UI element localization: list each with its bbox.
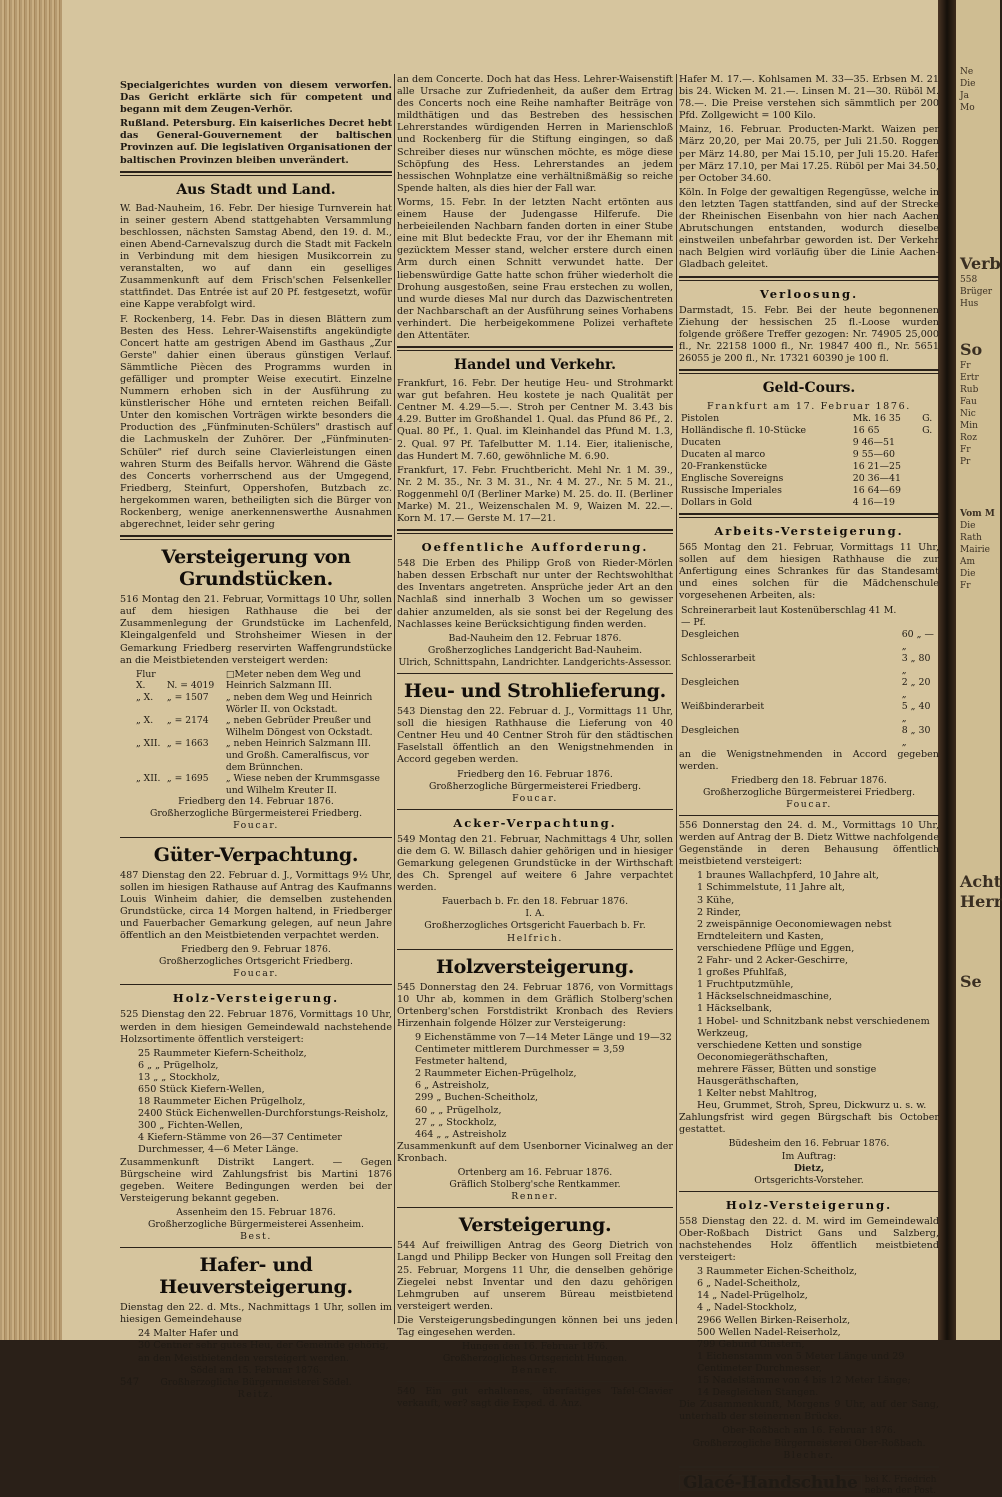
item: 27 „ „ Stockholz, <box>415 1116 497 1128</box>
column-rule <box>394 74 395 1324</box>
lottery-results: Darmstadt, 15. Febr. Bei der heute begonnenen Ziehung der hessischen 25 fl.-Loose wurden folgende größere Treffer gezogen: Nr. 74905 25,000 fl., Nr. 22158 1000 fl., Nr. 19847 400 fl., Nr. 5651 26055 je 200 fl., Nr. 17321 60390 je 100 fl. <box>679 304 939 364</box>
ad-lease <box>120 844 392 981</box>
table-row: 20-Frankenstücke 16 21—25 <box>681 461 901 473</box>
ad-text: Die Zusammenkunft, Morgens 9 Uhr, auf der Sang, unterhalb der steinernen Brücke. <box>679 1399 939 1423</box>
item: 6 „ Astreisholz, <box>415 1080 490 1092</box>
divider <box>397 1381 673 1382</box>
item: 15 Nadelstämme von 4 bis 12 Meter Länge; <box>697 1375 911 1387</box>
exchange-date: Frankfurt am 17. Februar 1876. <box>707 400 911 412</box>
item: 18 Raummeter Eichen Prügelholz, <box>138 1096 306 1108</box>
ad-hay-delivery <box>397 680 673 805</box>
ad-land-auction <box>120 546 392 832</box>
table-row: Holländische fl. 10-Stücke 16 65 G. <box>681 425 933 437</box>
divider <box>120 837 392 838</box>
russia-news: Rußland. Petersburg. Ein kaiserliches Decret hebt das General-Gouvernement der baltischen Provinzen auf. Die legislativen Organisationen der baltischen Provinzen bleiben unverändert. <box>120 118 392 166</box>
item: 2400 Stück Eichenwellen-Durchforstungs-Reisholz, <box>138 1108 389 1120</box>
table-row: Ducaten al marco 9 55—60 <box>681 449 895 461</box>
item: 500 Wellen Nadel-Reiserholz, <box>697 1326 841 1338</box>
item: 3 Raummeter Eichen-Scheitholz, <box>697 1266 858 1278</box>
ad-signature: Ulrich, Schnittspahn, Landrichter. Landgerichts-Assessor. <box>398 656 672 668</box>
divider <box>679 513 939 518</box>
ad-text: bei K. Friedrich neben der Post. <box>864 1474 937 1496</box>
divider <box>397 529 673 534</box>
work-list <box>679 605 939 749</box>
item: 2 zweispännige Oeconomiewagen nebst Erndteleitern und Kasten, <box>697 918 892 942</box>
item: 13 „ „ Stockholz, <box>138 1071 220 1083</box>
divider <box>679 276 939 281</box>
section-title-trade: Handel und Verkehr. <box>454 357 616 374</box>
ad-authority: Großherzogliche Bürgermeisterei Ober-Roßbach. <box>692 1437 926 1449</box>
table-row: Desgleichen 60 „ — „ <box>681 628 934 652</box>
ad-signature: Foucar. <box>786 798 832 810</box>
ad-title: Oeffentliche Aufforderung. <box>421 540 649 555</box>
ad-work-auction <box>679 524 939 811</box>
ad-title: Heu- und Strohlieferung. <box>403 680 666 703</box>
ad-date: Ober-Roßbach am 16. Februar 1876. <box>722 1425 896 1437</box>
lot-list <box>120 669 392 797</box>
ad-date: Fauerbach b. Fr. den 18. Februar 1876. <box>441 896 629 908</box>
item: 1 Hobel- und Schnitzbank nebst verschiedenem Werkzeug, <box>697 1015 930 1039</box>
item: 1 Kelter nebst Mahltrog, <box>697 1088 818 1100</box>
ad-text: an die Wenigstnehmenden in Accord gegeben werden. <box>679 748 939 772</box>
ad-authority: Großherzogliches Ortsgericht Friedberg. <box>159 956 353 968</box>
item: 6 „ Nadel-Scheitholz, <box>697 1278 801 1290</box>
divider <box>120 984 392 985</box>
ad-title: Glacé-Handschuhe <box>679 1475 862 1491</box>
item: 6 „ „ Prügelholz, <box>138 1059 219 1071</box>
table-row: Schlosserarbeit 3 „ 80 „ <box>681 652 931 676</box>
ad-gloves <box>679 1475 939 1497</box>
ad-date: Friedberg den 14. Februar 1876. <box>178 796 334 808</box>
news-rockenberg: F. Rockenberg, 14. Febr. Das in diesen Blättern zum Besten des Hess. Lehrer-Waisenstifts angekündigte Concert hatte am gestrigen Abend im Gasthaus „Zur Gerste" dahier einen überaus günstigen Verlauf. Sämmtliche Piècen des Programms wurden in gefälliger und prompter Weise executirt. Einzelne Nummern erhoben sich in der Ausführung zu künstlerischer Höhe und ernteten reichen Beifall. Unter den komischen Vorträgen wirkte besonders die Production des „Fünfminuten-Schülers" drastisch auf die Lachmuskeln der Zuhörer. Der „Fünfminuten-Schüler" rief durch seine Clavierleistungen einen wahren Sturm des Beifalls hervor. Während die Gäste des Concerts vorherrschend aus der Umgegend, Friedberg, Steinfurt, Oppershofen, Butzbach zc. hergekommen waren, betheiligten sich die Bürger von Rockenberg, wenige anerkennenswerthe Ausnahmen abgerechnet, leider sehr gering <box>120 313 392 531</box>
ad-title: Versteigerung von Grundstücken. <box>161 546 351 591</box>
column-rule <box>676 74 677 1324</box>
item: Heu, Grummet, Stroh, Spreu, Dickwurz u. s. w. <box>697 1100 927 1112</box>
ad-authority: Gräflich Stolberg'sche Rentkammer. <box>449 1179 621 1191</box>
ad-text: Dienstag den 22. d. Mts., Nachmittags 1 Uhr, sollen im hiesigen Gemeindehause <box>120 1302 392 1326</box>
market-report-2: Frankfurt, 17. Febr. Fruchtbericht. Mehl Nr. 1 M. 39., Nr. 2 M. 35., Nr. 3 M. 31., Nr. 4 M. 27., Nr. 5 M. 21., Roggenmehl 0/I (Berliner Marke) M. 25. do. II. (Berliner Marke) M. 21., Weizenschalen M. 9, Waizen M. 22.—. Korn M. 17.— Gerste M. 17—21. <box>397 464 673 525</box>
ad-text: Zusammenkunft auf dem Usenborner Vicinalweg an der Kronbach. <box>397 1140 673 1164</box>
item: 1 Eichenstamm von 5 Meter Länge und 29 Centimeter Durchmesser, <box>697 1350 905 1374</box>
ad-authority: Großherzogliche Bürgermeisterei Friedberg. <box>428 780 642 792</box>
ad-text: 516 Montag den 21. Februar, Vormittags 10 Uhr, sollen auf dem hiesigen Rathhause die bei der Zusammenlegung der Grundstücke im Lachenfeld, Kleingalgenfeld und Strohsheimer Wiesen in der Gemarkung Friedberg reservirten Waffengrundstücke an die Meistbietenden versteigert werden: <box>120 594 392 666</box>
divider <box>679 815 939 816</box>
ad-text: 487 Dienstag den 22. Februar d. J., Vormittags 9½ Uhr, sollen im hiesigen Rathause auf Antrag des Kaufmanns Louis Winheim dahier, die demselben zustehenden Grundstücke, circa 14 Morgen haltend, in Friedberger und Fauerbacher Gemarkung gelegen, auf neun Jahre öffentlich an den Meistbietenden verpachtet werden. <box>120 869 392 942</box>
item: 799 Gebund Ginstern, <box>697 1338 805 1350</box>
item: 464 „ „ Astreisholz <box>415 1128 507 1140</box>
divider <box>397 809 673 810</box>
ad-date: Bad-Nauheim den 12. Februar 1876. <box>448 632 622 644</box>
item-list <box>679 1266 939 1399</box>
item: 1 Schimmelstute, 11 Jahre alt, <box>697 882 845 894</box>
news-worms: Worms, 15. Febr. In der letzten Nacht ertönten aus einem Hause der Judengasse Hilferufe. Die herbeieilenden Nachbarn fanden dorten in einer Stube eine mit Blut bedeckte Frau, vor der ihr Ehemann mit gezücktem Messer stand, welcher erstere durch einen Arm durch einen Schnitt verwundet hatte. Der liebenswürdige Gatte hatte schon früher wiederholt die Drohung ausgestoßen, seine Frau erstechen zu wollen, und wurde dieses Mal nur durch das Dazwischentreten der Nachbarschaft an der Ausführung seines Vorhabens verhindert. Die herbeigekommene Polizei verhaftete den Attentäter. <box>397 196 673 341</box>
ad-title: Holzversteigerung. <box>435 955 635 978</box>
book-spine <box>938 0 956 1340</box>
item-list <box>120 1328 392 1364</box>
item: 30 Centner sehr gutes Heu, der Gemeinde gehörig, an den Meistbietenden versteigert werden. <box>138 1340 389 1364</box>
item: 25 Raummeter Kiefern-Scheitholz, <box>138 1047 307 1059</box>
table-row: Desgleichen 8 „ 30 „ <box>681 724 931 748</box>
item: 2 Raummeter Eichen-Prügelholz, <box>415 1068 577 1080</box>
item: 14 „ Nadel-Prügelholz, <box>697 1290 808 1302</box>
facing-page <box>956 0 1000 1340</box>
item: 1 großes Pfuhlfaß, <box>697 967 787 979</box>
item: 2 Fahr- und 2 Acker-Geschirre, <box>697 955 849 967</box>
ad-title: Holz-Versteigerung. <box>172 991 340 1006</box>
ad-date: Ortenberg am 16. Februar 1876. <box>457 1167 613 1179</box>
item: 14 Desgleichen Stangen. <box>697 1387 819 1399</box>
divider <box>679 1191 939 1192</box>
lot-row: „ XII. „ = 1695 „ Wiese neben der Krummsgasse und Wilhelm Kreuter II. <box>136 773 380 796</box>
page-number: 547 <box>120 1376 140 1388</box>
ad-public-notice <box>397 540 673 669</box>
item: 1 Fruchtputzmühle, <box>697 979 794 991</box>
ad-authority: Großherzogliche Bürgermeisterei Södel. <box>160 1376 352 1388</box>
ad-signature: Foucar. <box>512 792 558 804</box>
divider <box>120 535 392 540</box>
signature-row <box>120 1377 392 1389</box>
ad-authority: Ortsgerichts-Vorsteher. <box>754 1174 864 1186</box>
divider <box>397 346 673 351</box>
ad-signature: Benner. <box>511 1365 559 1377</box>
ad-date: Friedberg den 9. Februar 1876. <box>181 944 331 956</box>
ad-text: 565 Montag den 21. Februar, Vormittags 11 Uhr, sollen auf dem hiesigen Rathhause die zur Anfertigung eines Schrankes für das Standesamt und eines solchen für die Mädchenschule vorgesehenen Arbeiten, als: <box>679 542 939 602</box>
ad-signature: Best. <box>240 1231 272 1243</box>
column-3 <box>679 0 939 1496</box>
ad-date: Södel am 15. Februar 1876. <box>190 1364 322 1376</box>
item: 2 Rinder, <box>697 906 742 918</box>
column-1 <box>120 0 392 1400</box>
market-prices: Hafer M. 17.—. Kohlsamen M. 33—35. Erbsen M. 21 bis 24. Wicken M. 21.—. Linsen M. 21—30. Rüböl M. 78.—. Die Preise verstehen sich sämmtlich per 200 Pfd. Zollgewicht = 100 Kilo. <box>679 74 939 122</box>
ad-signature: Helfrich. <box>507 932 563 944</box>
item: 4 „ Nadel-Stockholz, <box>697 1302 797 1314</box>
divider <box>679 369 939 374</box>
newspaper-page <box>62 0 939 1496</box>
item: 4 Kiefern-Stämme von 26—37 Centimeter Durchmesser, 4—6 Meter Länge. <box>138 1132 342 1156</box>
lot-row: „ XII. „ = 1663 „ neben Heinrich Salzmann III. und Großh. Cameralfiscus, vor dem Brünnchen. <box>136 738 371 773</box>
exchange-table <box>679 413 939 509</box>
ad-authority: Großherzogliche Bürgermeisterei Friedberg. <box>149 808 363 820</box>
table-row: Russische Imperiales 16 64—69 <box>681 485 901 497</box>
item: 650 Stück Kiefern-Wellen, <box>138 1083 265 1095</box>
ad-title: Acker-Verpachtung. <box>453 815 617 830</box>
ad-estate-auction <box>679 820 939 1187</box>
ad-date: Friedberg den 16. Februar 1876. <box>457 768 613 780</box>
ad-title: Arbeits-Versteigerung. <box>714 524 904 539</box>
table-row: Schreinerarbeit laut Kostenüberschlag 41 M. — Pf. <box>681 604 897 628</box>
ad-authority-note: Im Auftrag: <box>781 1150 837 1162</box>
ad-authority: Großherzogliches Landgericht Bad-Nauheim. <box>427 644 643 656</box>
market-report-1: Frankfurt, 16. Febr. Der heutige Heu- und Strohmarkt war gut befahren. Heu kostete je nach Qualität per Centner M. 4.29—5.—. Stroh per Centner M. 3.43 bis 4.29. Butter im Großhandel 1. Qual. das Pfund 86 Pf., 2. Qual. 80 Pf., 1. Qual. im Kleinhandel das Pfund M. 1.3, 2. Qual. 97 Pf. Tafelbutter M. 1.14. Eier, italienische, das Hundert M. 7.60, gewöhnliche M. 6.90. <box>397 378 673 462</box>
ad-brickworks-auction <box>397 1214 673 1377</box>
item: 299 „ Buchen-Scheitholz, <box>415 1092 539 1104</box>
news-nauheim: W. Bad-Nauheim, 16. Febr. Der hiesige Turnverein hat in seiner gestern Abend stattgehabten Versammlung beschlossen, nächsten Samstag Abend, den 19. d. M., einen Abend-Carnevalszug durch die Stadt mit Fackeln in Verbindung mit dem hiesigen Musikcorrein zu veranstalten, wo auf dann ein geselliges Zusammenkunft auf dem Frisch'schen Felsenkeller stattfindet. Das Entrée ist auf 20 Pf. festgesetzt, wofür eine Kappe verabfolgt wird. <box>120 202 392 311</box>
divider <box>120 1247 392 1248</box>
item-list <box>679 870 939 1112</box>
ad-text: 558 Dienstag den 22. d. M. wird im Gemeindewald Ober-Roßbach District Gans und Salzberg, nachstehendes Holz öffentlich meistbietend versteigert: <box>679 1215 939 1264</box>
item: 60 „ „ Prügelholz, <box>415 1104 502 1116</box>
table-row: Englische Sovereigns 20 36—41 <box>681 473 901 485</box>
ad-wood-auction-assenheim <box>120 991 392 1243</box>
ad-text: Zahlungsfrist wird gegen Bürgschaft bis October gestattet. <box>679 1112 939 1136</box>
table-row: Dollars in Gold 4 16—19 <box>681 497 895 509</box>
item: verschiedene Pflüge und Eggen, <box>697 942 855 954</box>
ad-piano: 540 Ein gut erhaltenes, überfaitiges Tafel-Clavier verkauft, wer? sagt die Exped. d. Anz. <box>397 1386 673 1410</box>
divider <box>397 949 673 950</box>
ad-field-lease <box>397 816 673 945</box>
ad-text: Die Versteigerungsbedingungen können bei uns jeden Tag eingesehen werden. <box>397 1314 673 1338</box>
divider <box>120 171 392 176</box>
ad-wood-auction-oberrossbach <box>679 1198 939 1462</box>
ad-text: 525 Dienstag den 22. Februar 1876, Vormittags 10 Uhr, werden in dem hiesigen Gemeindewald nachstehende Holzsortimente öffentlich versteigert: <box>120 1009 392 1045</box>
lot-row: „ X. „ = 1507 „ neben dem Weg und Heinrich Wörler II. von Ockstadt. <box>136 691 373 715</box>
ad-date: Büdesheim den 16. Februar 1876. <box>728 1138 890 1150</box>
table-row: Desgleichen 2 „ 20 „ <box>681 676 931 700</box>
table-row: Weißbinderarbeit 5 „ 40 „ <box>681 700 931 724</box>
section-title-lottery: Verloosung. <box>759 286 859 301</box>
divider <box>679 1466 939 1471</box>
ad-text: 544 Auf freiwilligen Antrag des Georg Dietrich von Langd und Philipp Becker von Hungen soll Freitag den 25. Februar, Morgens 11 Uhr, die denselben gehörige Ziegelei nebst Inventar und den dazu gehörigen Lehmgruben auf unserem Büreau meistbietend versteigert werden. <box>397 1240 673 1312</box>
ad-signature: Foucar. <box>233 820 279 832</box>
table-row: Ducaten 9 46—51 <box>681 437 895 449</box>
ad-title: Versteigerung. <box>458 1214 612 1237</box>
ad-authority: Großherzogliche Bürgermeisterei Friedberg. <box>702 786 916 798</box>
ad-wood-auction-ortenberg <box>397 956 673 1204</box>
ad-authority: Großherzogliches Ortsgericht Fauerbach b. Fr. <box>424 920 646 932</box>
facing-page-text: Ne Die Ja Mo Verb 558 Brüger Hus So Fr Ertr Rub Fau Nic Min Roz Fr Pr Vom M Die Rath Mairie Am Die Fr Acht Herr Se <box>960 67 1002 991</box>
ad-text: 548 Die Erben des Philipp Groß von Rieder-Mörlen haben dessen Erbschaft nur unter der Rechtswohlthat des Inventars angetreten. Ansprüche jeder Art an den Nachlaß sind innerhalb 3 Wochen um so gewisser dahier anzumelden, als sie sonst bei der Regelung des Nachlasses keine Berücksichtigung finden werden. <box>397 558 673 630</box>
ad-signature: Reitz. <box>237 1388 275 1400</box>
item: mehrere Fässer, Bütten und sonstige Hausgeräthschaften, <box>697 1063 877 1087</box>
item: verschiedene Ketten und sonstige Oeconomiegeräthschaften, <box>697 1039 862 1063</box>
item: 1 Häckselbank, <box>697 1003 772 1015</box>
news-koeln: Köln. In Folge der gewaltigen Regengüsse, welche in den letzten Tagen stattfanden, sind auf der Strecke der Rheinischen Eisenbahn von hier nach Aachen Abrutschungen entstanden, wodurch dieselbe einstweilen unbefahrbar geworden ist. Der Verkehr nach Belgien wird vorläufig über die Linie Aachen-Gladbach geleitet. <box>679 186 939 271</box>
court-news: Specialgerichtes wurden von diesem verworfen. Das Gericht erklärte sich für competent und begann mit dem Zeugen-Verhör. <box>120 80 392 116</box>
ad-title: Hafer- und Heuversteigerung. <box>159 1254 353 1299</box>
ad-signature: Renner. <box>511 1191 559 1203</box>
news-continued: an dem Concerte. Doch hat das Hess. Lehrer-Waisenstift alle Ursache zur Zufriedenheit, da außer dem Ertrag des Concerts noch eine Reihe namhafter Beiträge von mildthätigen und das Bestreben des hessischen Lehrerstandes würdigenden Herren in Marienschloß und Rockenberg für die Stiftung eingingen, so daß Schreiber dieses nur wünschen möchte, es möge diese Schöpfung des Hess. Lehrerstandes an jedem hessischen Wohnplatze eine verhältnißmäßig so reiche Spende halten, als dies hier der Fall war. <box>397 74 673 194</box>
ad-title: Holz-Versteigerung. <box>725 1197 893 1212</box>
ad-authority-note: I. A. <box>525 908 545 920</box>
lot-row: Flur X. N. = 4019 □Meter neben dem Weg und Heinrich Salzmann III. <box>136 668 361 692</box>
item: 2966 Wellen Birken-Reiserholz, <box>697 1314 851 1326</box>
ad-date: Hungen den 16. Februar 1876. <box>462 1341 608 1353</box>
ad-date: Assenheim den 15. Februar 1876. <box>176 1206 336 1218</box>
lot-row: „ X. „ = 2174 „ neben Gebrüder Preußer und Wilhelm Döngest von Ockstadt. <box>136 715 373 738</box>
item: 3 Kühe, <box>697 894 735 906</box>
ad-authority: Großherzogliches Ortsgericht Hungen. <box>442 1353 628 1365</box>
item: 9 Eichenstämme von 7—14 Meter Länge und 19—32 Centimeter mittlerem Durchmesser = 3,59 Festmeter haltend, <box>415 1032 672 1068</box>
ad-text: 549 Montag den 21. Februar, Nachmittags 4 Uhr, sollen die dem G. W. Billasch dahier gehörigen und in hiesiger Gemarkung gelegenen Grundstücke in der Wirthschaft des Ch. Sprengel auf weitere 6 Jahre verpachtet werden. <box>397 833 673 894</box>
item: 1 braunes Wallachpferd, 10 Jahre alt, <box>697 870 879 882</box>
ad-text: Zusammenkunft Distrikt Langert. — Gegen Bürgscheine wird Zahlungsfrist bis Martini 1876 gegeben. Weitere Bedingungen werden bei der Versteigerung bekannt gegeben. <box>120 1156 392 1204</box>
ad-signature: Dietz, <box>793 1162 825 1174</box>
ad-hay-auction <box>120 1254 392 1401</box>
ad-text: 543 Dienstag den 22. Februar d. J., Vormittags 11 Uhr, soll die hiesigen Rathhause die Lieferung von 40 Centner Heu und 40 Centner Stroh für den städtischen Faselstall öffentlich an den Wenigstnehmenden in Accord gegeben werden. <box>397 706 673 766</box>
divider <box>397 1207 673 1208</box>
ad-authority: Großherzogliche Bürgermeisterei Assenheim. <box>148 1219 364 1230</box>
column-2 <box>397 0 673 1410</box>
divider <box>397 673 673 674</box>
item-list <box>120 1048 392 1157</box>
ad-signature: Foucar. <box>233 968 279 980</box>
ad-date: Friedberg den 18. Februar 1876. <box>731 774 887 786</box>
ad-signature: Blecher. <box>783 1449 835 1461</box>
ad-title: Güter-Verpachtung. <box>153 843 359 866</box>
table-row: Pistolen Mk. 16 35 G. <box>681 413 933 425</box>
item: 300 „ Fichten-Wellen, <box>138 1120 243 1132</box>
item: 24 Malter Hafer und <box>138 1328 239 1340</box>
item-list <box>397 1032 673 1141</box>
book-page-edge <box>0 0 62 1340</box>
item: 1 Häckselschneidmaschine, <box>697 991 832 1003</box>
section-title-local: Aus Stadt und Land. <box>176 181 336 198</box>
market-mainz: Mainz, 16. Februar. Producten-Markt. Waizen per März 20,20, per Mai 20.75, per Juli 21.50. Roggen per März 14.80, per Mai 15.10, per Juli 15.20. Hafer per März 17.10, per Mai 17.25. Rüböl per Mai 34.50, per October 34.60. <box>679 124 939 184</box>
section-title-exchange: Geld-Cours. <box>762 379 856 396</box>
ad-text: 545 Donnerstag den 24. Februar 1876, von Vormittags 10 Uhr ab, kommen in dem Gräflich Stolberg'schen Ortenberg'schen Forstdistrikt Kronbach des Reviers Hirzenhain folgende Hölzer zur Versteigerung: <box>397 981 673 1029</box>
ad-text: 556 Donnerstag den 24. d. M., Vormittags 10 Uhr, werden auf Antrag der B. Dietz Wittwe nachfolgende Gegenstände in deren Behausung öffentlich meistbietend versteigert: <box>679 820 939 868</box>
